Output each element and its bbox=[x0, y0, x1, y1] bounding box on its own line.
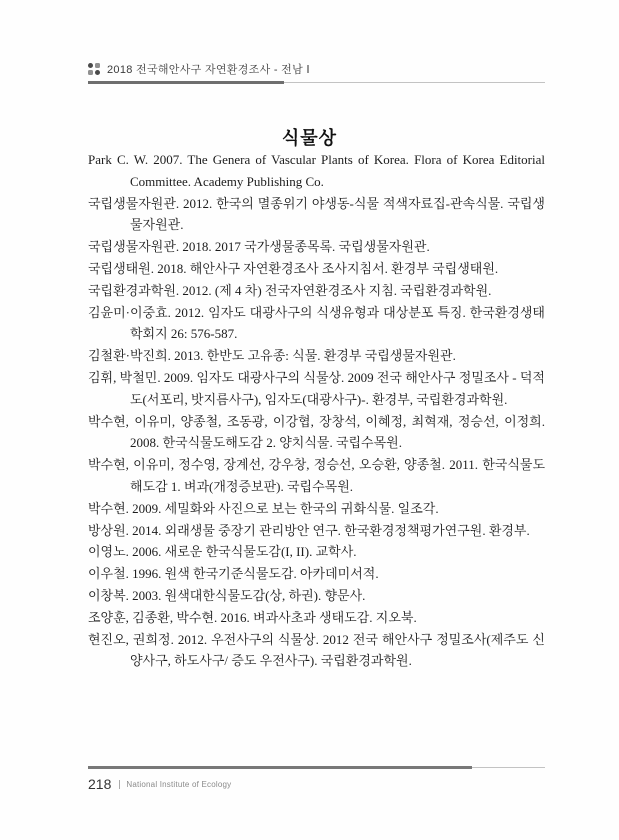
reference-entry: 현진오, 권희정. 2012. 우전사구의 식물상. 2012 전국 해안사구 정밀조사(제주도 신양사구, 하도사구/ 증도 우전사구). 국립환경과학원. bbox=[88, 631, 545, 669]
reference-entry: 국립환경과학원. 2012. (제 4 차) 전국자연환경조사 지침. 국립환경과학원. bbox=[88, 282, 492, 298]
report-title: 2018 전국해안사구 자연환경조사 - 전남 Ⅰ bbox=[107, 64, 310, 76]
reference-entry: 국립생태원. 2018. 해안사구 자연환경조사 조사지침서. 환경부 국립생태원. bbox=[88, 260, 499, 276]
reference-entry: 방상원. 2014. 외래생물 중장기 관리방안 연구. 한국환경정책평가연구원. 환경부. bbox=[88, 522, 530, 538]
reference-entry: 국립생물자원관. 2018. 2017 국가생물종목록. 국립생물자원관. bbox=[88, 239, 430, 255]
institute-name: National Institute of Ecology bbox=[126, 779, 232, 789]
dots-grid-icon bbox=[88, 63, 100, 75]
header-rule-dark-segment bbox=[88, 81, 284, 84]
footer-divider bbox=[119, 780, 120, 789]
header-rule bbox=[88, 81, 545, 84]
reference-entry: 국립생물자원관. 2012. 한국의 멸종위기 야생동-식물 적색자료집-관속식물. 국립생물자원관. bbox=[88, 195, 545, 233]
reference-entry: 박수현. 2009. 세밀화와 사진으로 보는 한국의 귀화식물. 일조각. bbox=[88, 500, 439, 516]
reference-entry: 김윤미·이중효. 2012. 임자도 대광사구의 식생유형과 대상분포 특징. 한국환경생태학회지 26: 576-587. bbox=[88, 304, 545, 342]
reference-entry: 이창복. 2003. 원색대한식물도감(상, 하권). 향문사. bbox=[88, 587, 366, 603]
reference-entry: 박수현, 이유미, 양종철, 조동광, 이강협, 장창석, 이혜정, 최혁재, 정승선, 이정희. 2008. 한국식물도해도감 2. 양치식물. 국립수목원. bbox=[88, 413, 545, 451]
reference-list bbox=[88, 149, 545, 672]
reference-entry: 조양훈, 김종환, 박수현. 2016. 벼과사초과 생태도감. 지오북. bbox=[88, 609, 417, 625]
footer-rule-light-segment bbox=[472, 767, 545, 768]
reference-entry: Park C. W. 2007. The Genera of Vascular Plants of Korea. Flora of Korea Editorial Committee. Academy Publishing Co. bbox=[88, 152, 545, 189]
header-rule-light-segment bbox=[284, 82, 545, 83]
section-title: 식물상 bbox=[281, 128, 338, 149]
page-number: 218 bbox=[88, 776, 112, 792]
reference-entry: 김휘, 박철민. 2009. 임자도 대광사구의 식물상. 2009 전국 해안사구 정밀조사 - 덕적도(서포리, 밧지름사구), 임자도(대광사구)-. 환경부, 국립환경과학원. bbox=[88, 369, 545, 407]
footer-rule-dark-segment bbox=[88, 766, 472, 769]
footer-rule bbox=[88, 766, 545, 769]
reference-entry: 박수현, 이유미, 정수영, 장계선, 강우창, 정승선, 오승환, 양종철. 2011. 한국식물도해도감 1. 벼과(개정증보판). 국립수목원. bbox=[88, 457, 545, 494]
page-header bbox=[88, 61, 545, 84]
reference-entry: 이우철. 1996. 원색 한국기준식물도감. 아카데미서적. bbox=[88, 566, 379, 582]
reference-entry: 이영노. 2006. 새로운 한국식물도감(I, II). 교학사. bbox=[88, 544, 357, 560]
reference-entry: 김철환·박진희. 2013. 한반도 고유종: 식물. 환경부 국립생물자원관. bbox=[88, 348, 456, 364]
page-footer bbox=[88, 762, 545, 792]
